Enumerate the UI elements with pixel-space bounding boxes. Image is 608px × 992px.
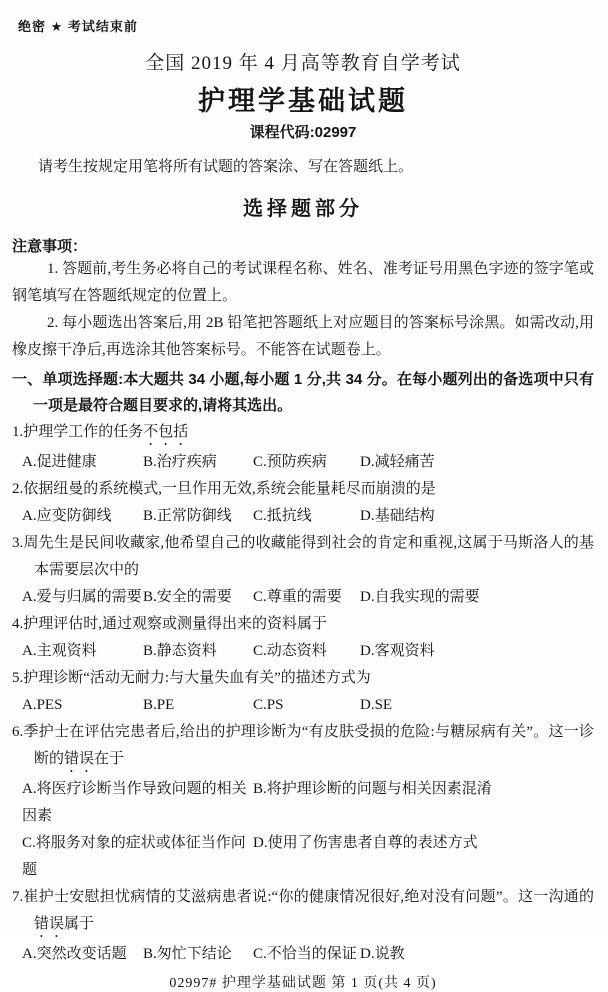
question-7-options	[22, 941, 594, 968]
question-1-options	[22, 449, 594, 476]
question-6-text-post: 在于	[94, 751, 125, 767]
question-7-option-b: B.匆忙下结论	[143, 946, 232, 962]
question-6-option-c: C.将服务对象的症状或体征当作问题	[22, 835, 246, 878]
question-7-text: 崔护士安慰担忧病情的艾滋病患者说:“你的健康情况很好,绝对没有问题”。这一沟通的	[23, 889, 594, 905]
question-2-text: 依据纽曼的系统模式,一旦作用无效,系统会能量耗尽而崩溃的是	[23, 481, 436, 497]
question-6-option-d: D.使用了伤害患者自尊的表述方式	[253, 835, 478, 851]
question-2-option-d: D.基础结构	[360, 508, 435, 524]
question-6-options	[22, 776, 594, 884]
notes-title: 注意事项：	[12, 238, 88, 255]
question-4-option-a: A.主观资料	[22, 643, 97, 659]
question-1-text: 护理学工作的任务	[23, 424, 144, 440]
question-7-emphasis: 错误	[34, 916, 65, 932]
question-6-stem	[12, 719, 594, 776]
question-7-stem	[12, 884, 594, 941]
question-6-option-a: A.将医疗诊断当作导致问题的相关因素	[22, 781, 247, 824]
page-footer: 02997# 护理学基础试题 第 1 页(共 4 页)	[169, 976, 437, 991]
course-code: 课程代码:02997	[249, 124, 357, 141]
question-1-option-a: A.促进健康	[22, 454, 97, 470]
question-6-number: 6.	[12, 724, 24, 740]
question-5-number: 5.	[12, 670, 24, 686]
question-5-option-c: C.PS	[253, 697, 284, 713]
question-5-option-d: D.SE	[360, 697, 393, 713]
classification-banner: 绝密 ★ 考试结束前	[18, 19, 138, 34]
question-1-stem	[12, 419, 594, 449]
question-2-stem	[12, 476, 594, 503]
question-7-option-d: D.说教	[360, 946, 405, 962]
question-5-options	[22, 692, 594, 719]
question-7-text-post: 属于	[64, 916, 95, 932]
question-1-number: 1.	[12, 424, 24, 440]
question-4-options	[22, 638, 594, 665]
question-2-options	[22, 503, 594, 530]
question-7-option-c: C.不恰当的保证	[253, 946, 357, 962]
exam-title: 全国 2019 年 4 月高等教育自学考试	[145, 53, 461, 74]
question-1-option-d: D.减轻痛苦	[360, 454, 435, 470]
question-7-number: 7.	[12, 889, 24, 905]
note-item-2: 2. 每小题选出答案后,用 2B 铅笔把答题纸上对应题目的答案标号涂黑。如需改动,用橡皮擦干净后,再选涂其他答案标号。不能答在试题卷上。	[12, 315, 594, 358]
question-3-options	[22, 584, 594, 611]
question-6-text: 季护士在评估完患者后,给出的护理诊断为“有皮肤受损的危险:与糖尿病有关”。这一诊断的	[23, 724, 594, 767]
question-2-option-b: B.正常防御线	[143, 508, 232, 524]
question-3-option-a: A.爱与归属的需要	[22, 589, 142, 605]
question-4-option-c: C.动态资料	[253, 643, 327, 659]
question-3-number: 3.	[12, 535, 24, 551]
question-3-text: 周先生是民间收藏家,他希望自己的收藏能得到社会的肯定和重视,这属于马斯洛人的基本需要层次中的	[23, 535, 594, 578]
question-6-option-b: B.将护理诊断的问题与相关因素混淆	[253, 781, 492, 797]
part-heading-single-choice: 一、单项选择题:本大题共 34 小题,每小题 1 分,共 34 分。在每小题列出的备选项中只有一项是最符合题目要求的,请将其选出。	[12, 371, 594, 414]
question-5-option-a: A.PES	[22, 697, 63, 713]
question-3-option-d: D.自我实现的需要	[360, 589, 480, 605]
question-2-number: 2.	[12, 481, 24, 497]
question-4-number: 4.	[12, 616, 24, 632]
question-4-text: 护理评估时,通过观察或测量得出来的资料属于	[23, 616, 328, 632]
question-7-option-a: A.突然改变话题	[22, 946, 127, 962]
question-1-option-c: C.预防疾病	[253, 454, 327, 470]
question-4-stem	[12, 611, 594, 638]
question-5-option-b: B.PE	[143, 697, 175, 713]
question-2-option-a: A.应变防御线	[22, 508, 112, 524]
answer-sheet-instruction: 请考生按规定用笔将所有试题的答案涂、写在答题纸上。	[38, 159, 414, 175]
question-3-option-c: C.尊重的需要	[253, 589, 342, 605]
question-3-option-b: B.安全的需要	[143, 589, 232, 605]
question-5-stem	[12, 665, 594, 692]
question-1-option-b: B.治疗疾病	[143, 454, 217, 470]
question-1-emphasis: 不包括	[143, 424, 189, 440]
section-title: 选择题部分	[243, 198, 363, 220]
note-item-1: 1. 答题前,考生务必将自己的考试课程名称、姓名、准考证号用黑色字迹的签字笔或钢笔填写在答题纸规定的位置上。	[12, 261, 594, 304]
question-5-text: 护理诊断“活动无耐力:与大量失血有关”的描述方式为	[23, 670, 371, 686]
question-2-option-c: C.抵抗线	[253, 508, 312, 524]
question-4-option-d: D.客观资料	[360, 643, 435, 659]
paper-title: 护理学基础试题	[198, 86, 408, 116]
question-3-stem	[12, 530, 594, 584]
question-4-option-b: B.静态资料	[143, 643, 217, 659]
question-6-emphasis: 错误	[64, 751, 95, 767]
